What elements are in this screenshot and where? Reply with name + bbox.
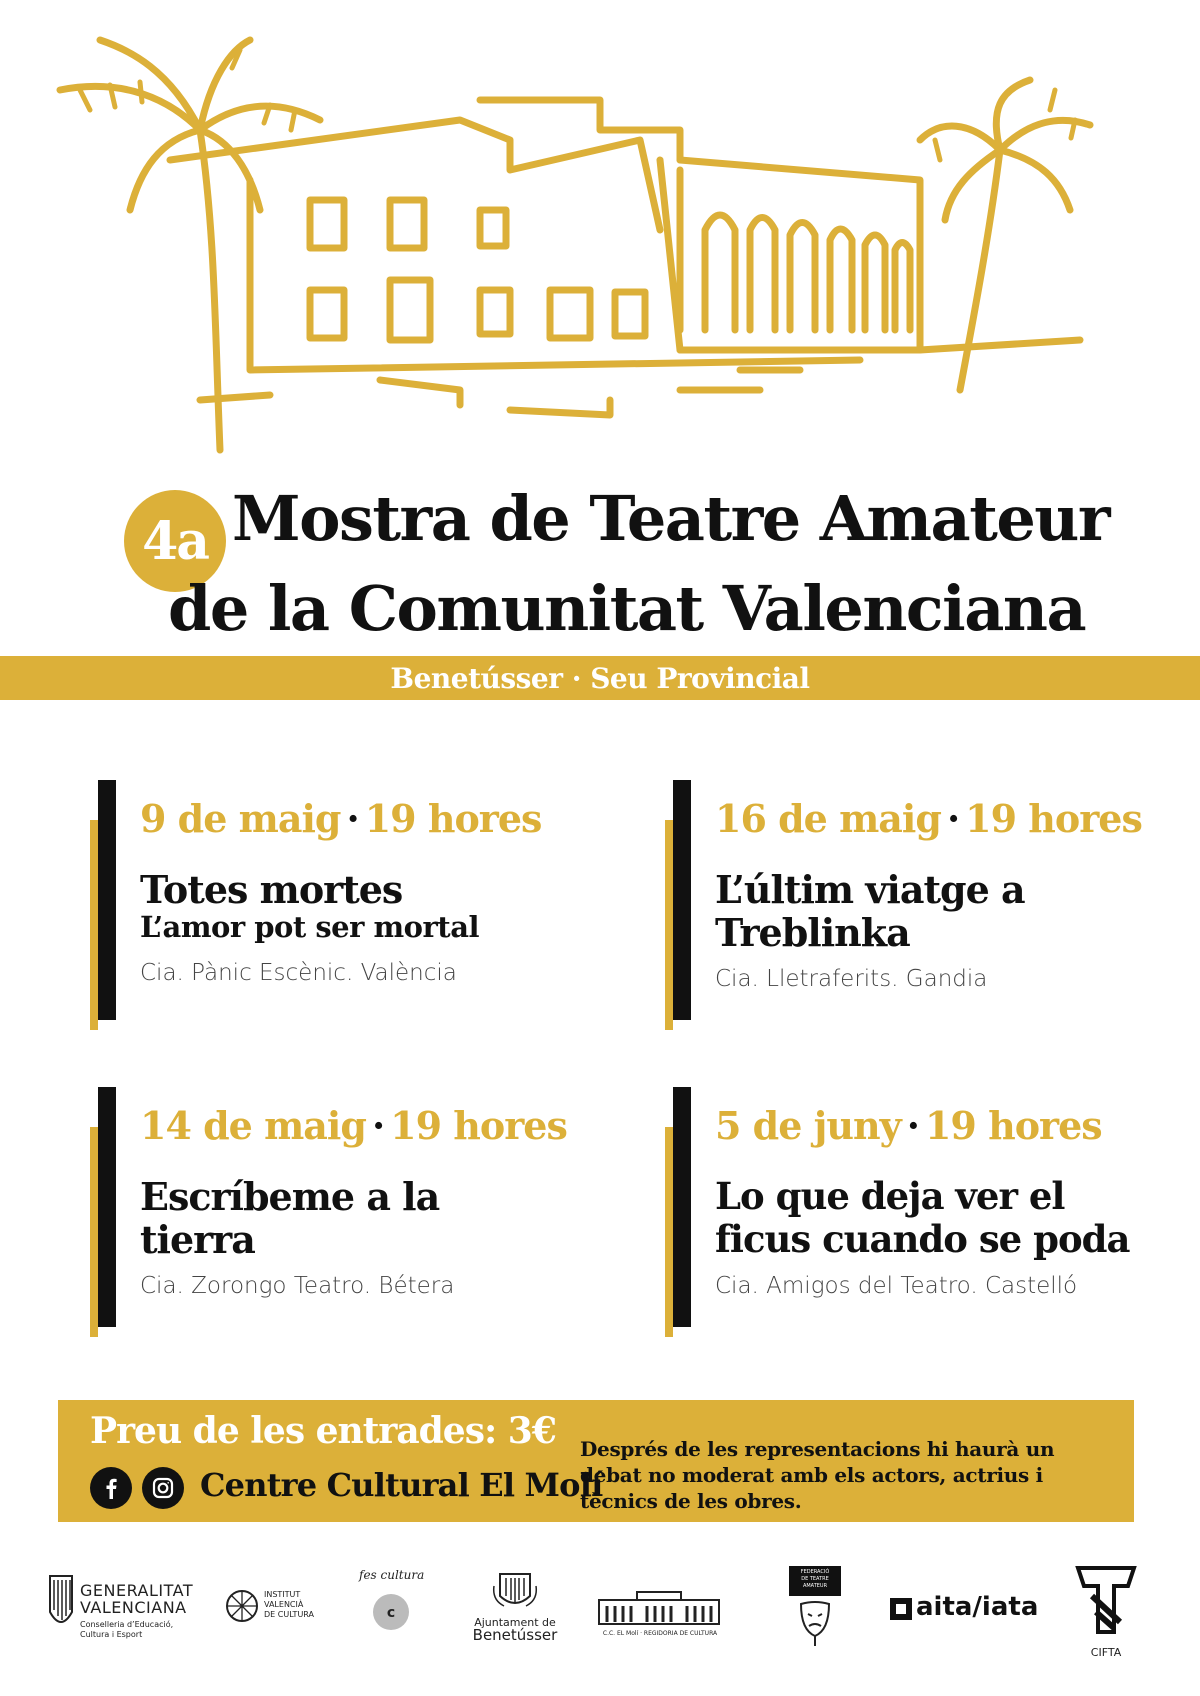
cifta-emblem-icon	[1074, 1562, 1138, 1642]
instagram-icon[interactable]	[142, 1467, 184, 1509]
event-date: 14 de maig · 19 hores	[140, 1103, 567, 1148]
ivc-emblem-icon	[224, 1588, 260, 1624]
fes-cultura-badge-icon	[369, 1590, 413, 1634]
accent-bar-dark	[98, 1087, 116, 1327]
event-card	[665, 1087, 1185, 1347]
svg-text:c: c	[386, 1605, 396, 1621]
accent-bar	[90, 1127, 98, 1337]
event-company: Cia. Lletraferits. Gandia	[715, 966, 988, 992]
ajuntament-logo: Ajuntament de Benetússer	[460, 1560, 570, 1670]
event-card	[90, 1087, 610, 1347]
cifta-logo: CIFTA	[1070, 1560, 1150, 1670]
theatre-building-illustration	[40, 30, 1160, 470]
event-card	[665, 780, 1185, 1040]
event-subtitle: L’amor pot ser mortal	[140, 910, 480, 944]
accent-bar-dark	[673, 1087, 691, 1327]
event-company: Cia. Amigos del Teatro. Castelló	[715, 1273, 1078, 1299]
theatre-masks-icon	[795, 1600, 835, 1650]
location-text: Benetússer · Seu Provincial	[390, 661, 810, 695]
location-band	[0, 656, 1200, 700]
venue-name: Centre Cultural El Molí	[200, 1466, 603, 1504]
aita-iata-logo: aita/iata	[890, 1560, 1030, 1670]
event-date: 5 de juny · 19 hores	[715, 1103, 1102, 1148]
accent-bar-dark	[673, 780, 691, 1020]
ticket-price: Preu de les entrades: 3€	[90, 1410, 556, 1452]
ajuntament-crest-icon	[490, 1566, 540, 1612]
cc-el-moli-logo: C.C. EL Molí · REGIDORIA DE CULTURA	[595, 1560, 725, 1670]
ivc-logo: INSTITUT VALENCIÀ DE CULTURA	[220, 1560, 330, 1670]
event-title: Totes mortes	[140, 867, 403, 912]
event-date: 16 de maig · 19 hores	[715, 796, 1142, 841]
accent-bar	[665, 820, 673, 1030]
federacio-teatre-logo: FEDERACIÓ DE TEATRE AMATEUR	[785, 1560, 845, 1670]
event-date: 9 de maig · 19 hores	[140, 796, 542, 841]
facebook-icon[interactable]	[90, 1467, 132, 1509]
cc-el-moli-building-icon	[597, 1590, 721, 1626]
aita-square-icon	[890, 1598, 912, 1620]
left-palm-icon	[60, 40, 320, 450]
event-company: Cia. Pànic Escènic. València	[140, 960, 457, 986]
event-card	[90, 780, 610, 1040]
event-title: Lo que deja ver el ficus cuando se poda	[715, 1174, 1130, 1261]
event-title: Escríbeme a la tierra	[140, 1174, 440, 1262]
accent-bar	[90, 820, 98, 1030]
page-title-line1: Mostra de Teatre Amateur	[232, 482, 1110, 555]
page-title-line2: de la Comunitat Valenciana	[168, 572, 1086, 645]
event-company: Cia. Zorongo Teatro. Bétera	[140, 1273, 455, 1299]
accent-bar-dark	[98, 780, 116, 1020]
accent-bar	[665, 1127, 673, 1337]
event-title: L’últim viatge a Treblinka	[715, 867, 1025, 955]
generalitat-shield-icon	[46, 1572, 76, 1642]
debate-note: Després de les representacions hi haurà un debat no moderat amb els actors, actrius i tècnics de les obres.	[580, 1437, 1055, 1513]
ticket-info-box	[58, 1400, 1134, 1522]
sponsor-logos	[40, 1560, 1170, 1670]
edition-badge: 4a	[124, 490, 226, 592]
fes-cultura-logo: fes cultura c	[355, 1560, 435, 1670]
generalitat-logo: GENERALITAT VALENCIANA Conselleria d’Educació, Cultura i Esport	[40, 1560, 200, 1670]
